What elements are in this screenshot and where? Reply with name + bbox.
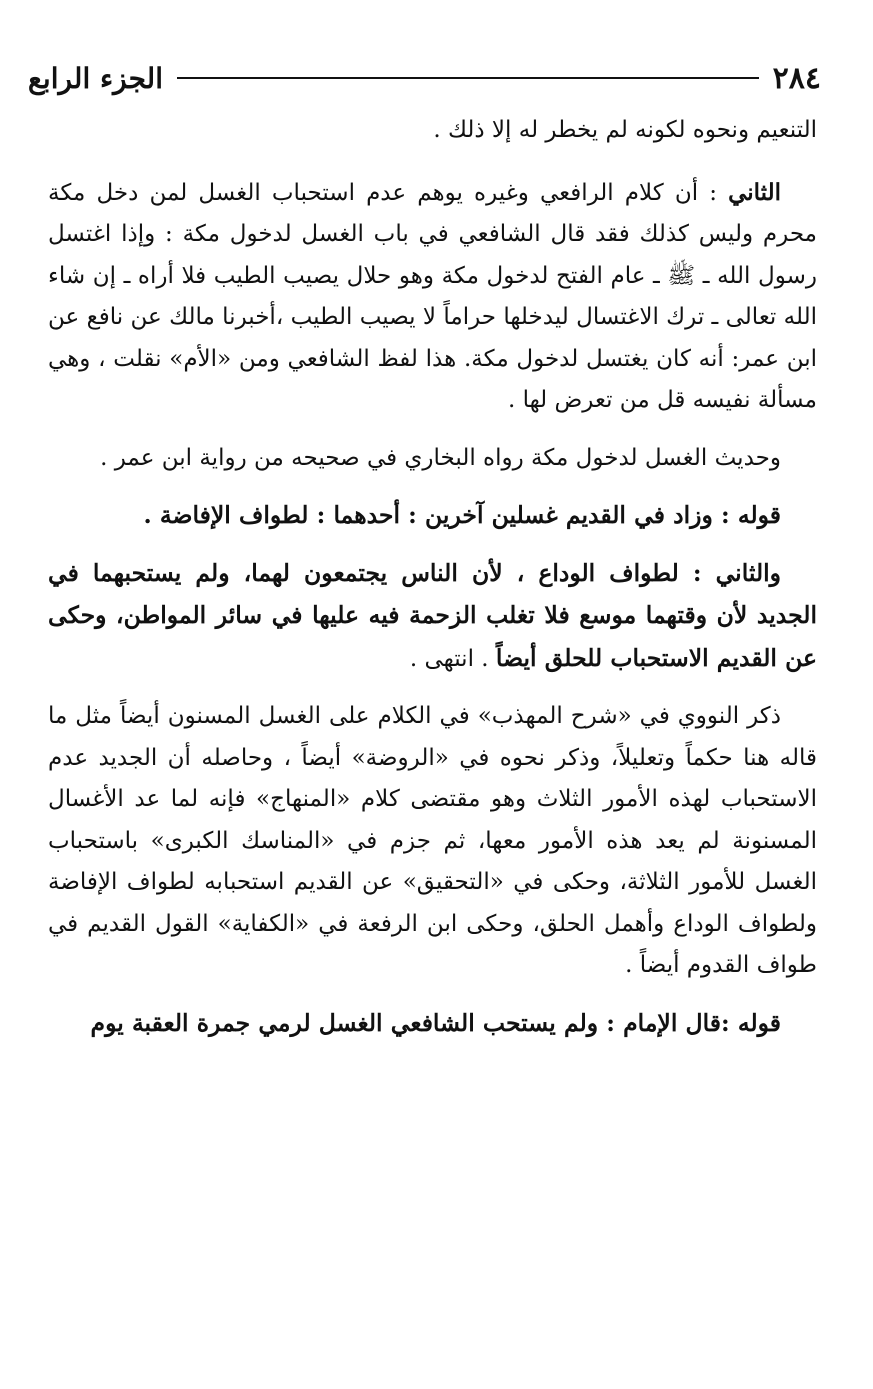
paragraph-lead-word: الثاني: [728, 178, 781, 206]
running-title: الجزء الرابع: [28, 61, 163, 95]
paragraph-second-point: [48, 172, 817, 422]
paragraph-quote-end: . انتهى .: [409, 645, 496, 672]
paragraph-bold-quote: والثاني : لطواف الوداع ، لأن الناس يجتمعون لهما، ولم يستحبهما في الجديد لأن وقتهما موسع فلا تغلب الزحمة فيه عليها في سائر المواطن، وحكى عن القديم الاستحباب للحلق أيضاً: [48, 558, 817, 672]
paragraph-quote-old-opinion: قوله : وزاد في القديم غسلين آخرين : أحدهما : لطواف الإفاضة .: [143, 501, 781, 529]
paragraph-nawawi-commentary: ذكر النووي في «شرح المهذب» في الكلام على الغسل المسنون أيضاً مثل ما قاله هنا حكماً وتعليلاً، وذكر نحوه في «الروضة» أيضاً ، وحاصله أن الجديد عدم الاستحباب لهذه الأمور الثلاث وهو مقتضى كلام «المنهاج» فإنه لما عد الأغسال المسنونة لم يعد هذه الأمور معها، ثم جزم في «المناسك الكبرى» باستحباب الغسل للأمور الثلاثة، وحكى في «التحقيق» عن القديم استحبابه لطواف الإفاضة ولطواف الوداع وأهمل الحلق، وحكى ابن الرفعة في «الكفاية» القول القديم في طواف القدوم أيضاً .: [48, 703, 817, 978]
paragraph-text: : أن كلام الرافعي وغيره يوهم عدم استحباب الغسل لمن دخل مكة محرم وليس كذلك فقد قال الشافعي في باب الغسل لدخول مكة : وإذا اغتسل رسول الله ـ ﷺ ـ عام الفتح لدخول مكة وهو حلال يصيب الطيب فلا أراه ـ إن شاء الله تعالى ـ ترك الاغتسال ليدخلها حراماً لا يصيب الطيب ،أخبرنا مالك عن نافع عن ابن عمر: أنه كان يغتسل لدخول مكة. هذا لفظ الشافعي ومن «الأم» نقلت ، وهي مسألة نفيسه قل من تعرض لها .: [48, 179, 817, 413]
paragraph-quote-second: [48, 553, 817, 681]
paragraph-hadith-note: وحديث الغسل لدخول مكة رواه البخاري في صحيحه من رواية ابن عمر .: [100, 444, 781, 471]
page-body: [48, 110, 817, 1060]
paragraph-quote-imam: قوله :قال الإمام : ولم يستحب الشافعي الغسل لرمي جمرة العقبة يوم: [90, 1008, 781, 1037]
page-number: ٢٨٤: [772, 60, 821, 96]
header-rule: [177, 77, 759, 79]
page-header: [28, 58, 821, 98]
paragraph-continuation: التنعيم ونحوه لكونه لم يخطر له إلا ذلك .: [433, 117, 817, 143]
